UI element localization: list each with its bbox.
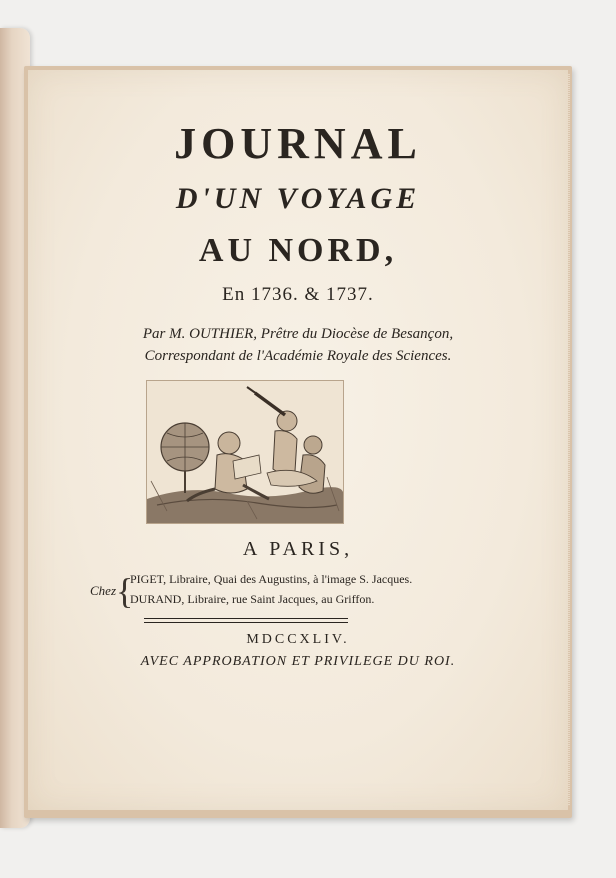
author-line-2: Correspondant de l'Académie Royale des Sciences. <box>144 348 452 364</box>
author-line-1: Par M. OUTHIER, Prêtre du Diocèse de Besançon, <box>142 326 454 342</box>
title-line-3: AU NORD, <box>198 232 398 269</box>
royal-approval: AVEC APPROBATION ET PRIVILEGE DU ROI. <box>140 654 456 669</box>
double-rule-top <box>144 618 348 619</box>
double-rule-bottom <box>144 622 348 623</box>
cherubs-with-telescope-engraving-icon <box>146 380 344 524</box>
printer-line-2: DURAND, Libraire, rue Saint Jacques, au Griffon. <box>130 592 375 606</box>
chez-label: Chez <box>90 583 116 598</box>
title-page <box>28 70 568 810</box>
place-of-publication: A PARIS, <box>242 538 354 560</box>
title-years: En 1736. & 1737. <box>222 284 374 305</box>
title-line-2: D'UN VOYAGE <box>175 182 421 215</box>
imprint-block <box>90 572 510 612</box>
title-line-1: JOURNAL <box>174 119 422 168</box>
brace-icon: { <box>116 571 134 611</box>
publication-date: MDCCXLIV. <box>246 632 350 647</box>
printer-line-1: PIGET, Libraire, Quai des Augustins, à l'image S. Jacques. <box>130 572 413 586</box>
